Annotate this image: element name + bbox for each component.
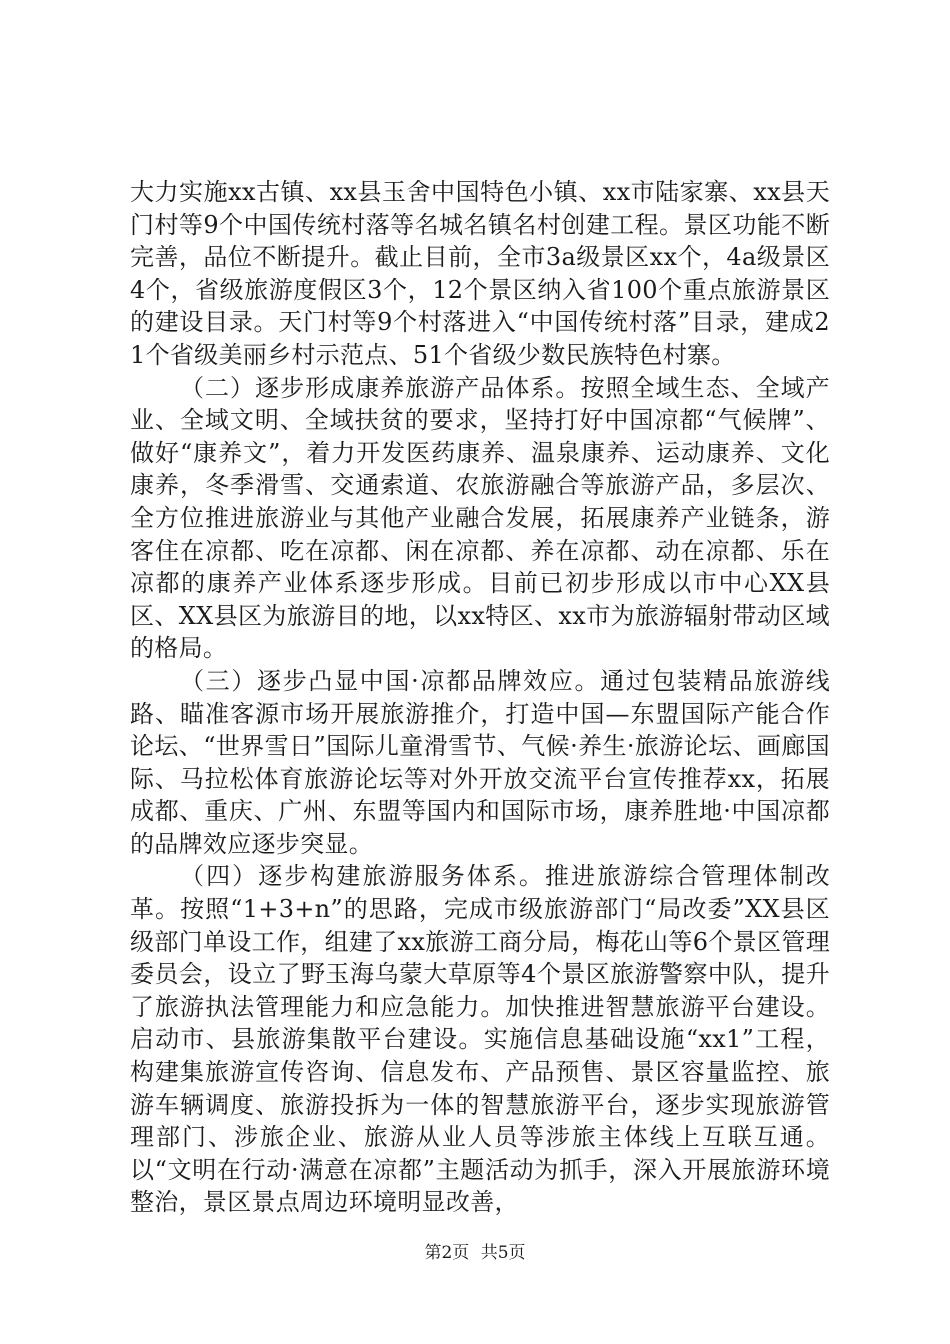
- page-footer: [0, 1242, 950, 1264]
- page-total: 共5页: [480, 1243, 526, 1263]
- paragraph-scenic-areas: 大力实施xx古镇、xx县玉舍中国特色小镇、xx市陆家寨、xx县天门村等9个中国传统村落等名城名镇名村创建工程。景区功能不断完善，品位不断提升。截止目前，全市3a级景区xx个，4a级景区4个，省级旅游度假区3个，12个景区纳入省100个重点旅游景区的建设目录。天门村等9个村落进入“中国传统村落”目录，建成21个省级美丽乡村示范点、51个省级少数民族特色村寨。: [130, 178, 830, 369]
- paragraph-health-tourism-products: （二）逐步形成康养旅游产品体系。按照全域生态、全域产业、全域文明、全域扶贫的要求，坚持打好中国凉都“气候牌”、做好“康养文”，着力开发医药康养、温泉康养、运动康养、文化康养，冬季滑雪、交通索道、农旅游融合等旅游产品，多层次、全方位推进旅游业与其他产业融合发展，拓展康养产业链条，游客住在凉都、吃在凉都、闲在凉都、养在凉都、动在凉都、乐在凉都的康养产业体系逐步形成。目前已初步形成以市中心XX县区、XX县区为旅游目的地，以xx特区、xx市为旅游辐射带动区域的格局。: [130, 373, 830, 663]
- document-body: [130, 176, 830, 1219]
- page-number: 第2页: [424, 1243, 470, 1263]
- paragraph-brand-effect: （三）逐步凸显中国·凉都品牌效应。通过包装精品旅游线路、瞄准客源市场开展旅游推介，打造中国—东盟国际产能合作论坛、“世界雪日”国际儿童滑雪节、气候·养生·旅游论坛、画廊国际、马拉松体育旅游论坛等对外开放交流平台宣传推荐xx，拓展成都、重庆、广州、东盟等国内和国际市场，康养胜地·中国凉都的品牌效应逐步突显。: [130, 666, 830, 858]
- paragraph-service-system: （四）逐步构建旅游服务体系。推进旅游综合管理体制改革。按照“1+3+n”的思路，完成市级旅游部门“局改委”XX县区级部门单设工作，组建了xx旅游工商分局，梅花山等6个景区管理委员会，设立了野玉海乌蒙大草原等4个景区旅游警察中队，提升了旅游执法管理能力和应急能力。加快推进智慧旅游平台建设。启动市、县旅游集散平台建设。实施信息基础设施“xx1”工程，构建集旅游宣传咨询、信息发布、产品预售、景区容量监控、旅游车辆调度、旅游投拆为一体的智慧旅游平台，逐步实现旅游管理部门、涉旅企业、旅游从业人员等涉旅主体线上互联互通。以“文明在行动·满意在凉都”主题活动为抓手，深入开展旅游环境整治，景区景点周边环境明显改善，: [130, 862, 830, 1217]
